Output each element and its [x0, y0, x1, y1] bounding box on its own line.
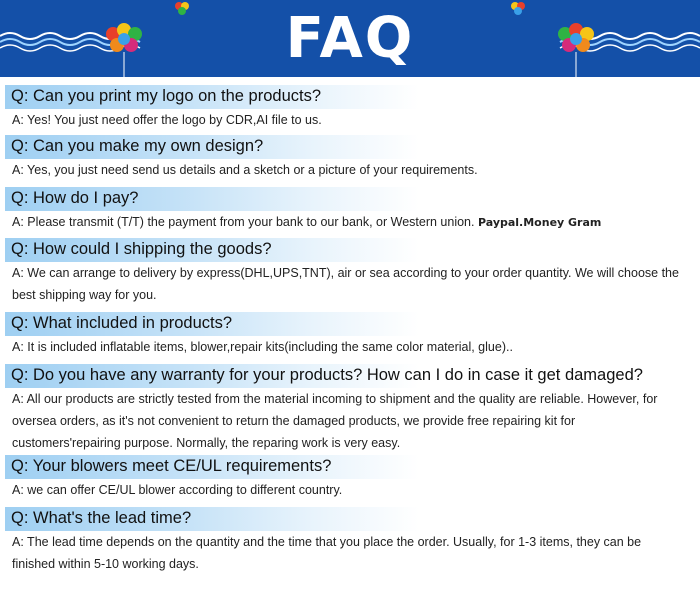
- question-bar: [5, 507, 695, 531]
- question-text: Q: Do you have any warranty for your products? How can I do in case it get damaged?: [11, 366, 643, 384]
- faq-item: [0, 364, 700, 454]
- faq-item: [0, 135, 700, 181]
- answer-text: A: The lead time depends on the quantity and the time that you place the order. Usually, for 1-3 items, they can be finished within 5-10 working days.: [12, 535, 642, 571]
- question-bar: [5, 364, 695, 388]
- payment-methods-text: Paypal.Money Gram: [477, 216, 602, 229]
- faq-banner: [0, 0, 700, 77]
- question-text: Q: Can you make my own design?: [11, 137, 264, 155]
- question-text: Q: Your blowers meet CE/UL requirements?: [11, 457, 332, 475]
- question-bar: [5, 187, 695, 211]
- question-text: Q: What included in products?: [11, 314, 233, 332]
- question-bar: [5, 135, 695, 159]
- question-text: Q: What's the lead time?: [11, 509, 192, 527]
- faq-item: [0, 238, 700, 306]
- faq-item: [0, 312, 700, 358]
- question-bar: [5, 312, 695, 336]
- question-bar: [5, 238, 695, 262]
- answer-text: A: We can arrange to delivery by express(DHL,UPS,TNT), air or sea according to your order quantity. We will choose the best shipping way for you.: [12, 266, 679, 302]
- faq-item: [0, 507, 700, 575]
- faq-item: [0, 187, 700, 234]
- answer-text: A: we can offer CE/UL blower according to different country.: [12, 483, 343, 497]
- question-text: Q: How could I shipping the goods?: [11, 240, 272, 258]
- answer-text: A: Please transmit (T/T) the payment from your bank to our bank, or Western union.: [12, 215, 475, 229]
- question-bar: [5, 85, 695, 109]
- question-text: Q: Can you print my logo on the products?: [11, 87, 322, 105]
- answer-text: A: Yes! You just need offer the logo by CDR,AI file to us.: [12, 113, 322, 127]
- answer-text: A: All our products are strictly tested from the material incoming to shipment and the quality are reliable. However, for oversea orders, as it's not convenient to return the damaged products, we provide free repairing kit for customers'repairing purpose. Normally, the reparing work is very easy.: [12, 392, 658, 450]
- faq-item: [0, 455, 700, 501]
- page-title: FAQ: [285, 6, 415, 71]
- faq-item: [0, 85, 700, 131]
- question-text: Q: How do I pay?: [11, 189, 139, 207]
- answer-line: [12, 211, 687, 234]
- question-bar: [5, 455, 695, 479]
- answer-text: A: It is included inflatable items, blower,repair kits(including the same color material, glue)..: [12, 340, 513, 354]
- answer-text: A: Yes, you just need send us details and a sketch or a picture of your requirements.: [12, 163, 478, 177]
